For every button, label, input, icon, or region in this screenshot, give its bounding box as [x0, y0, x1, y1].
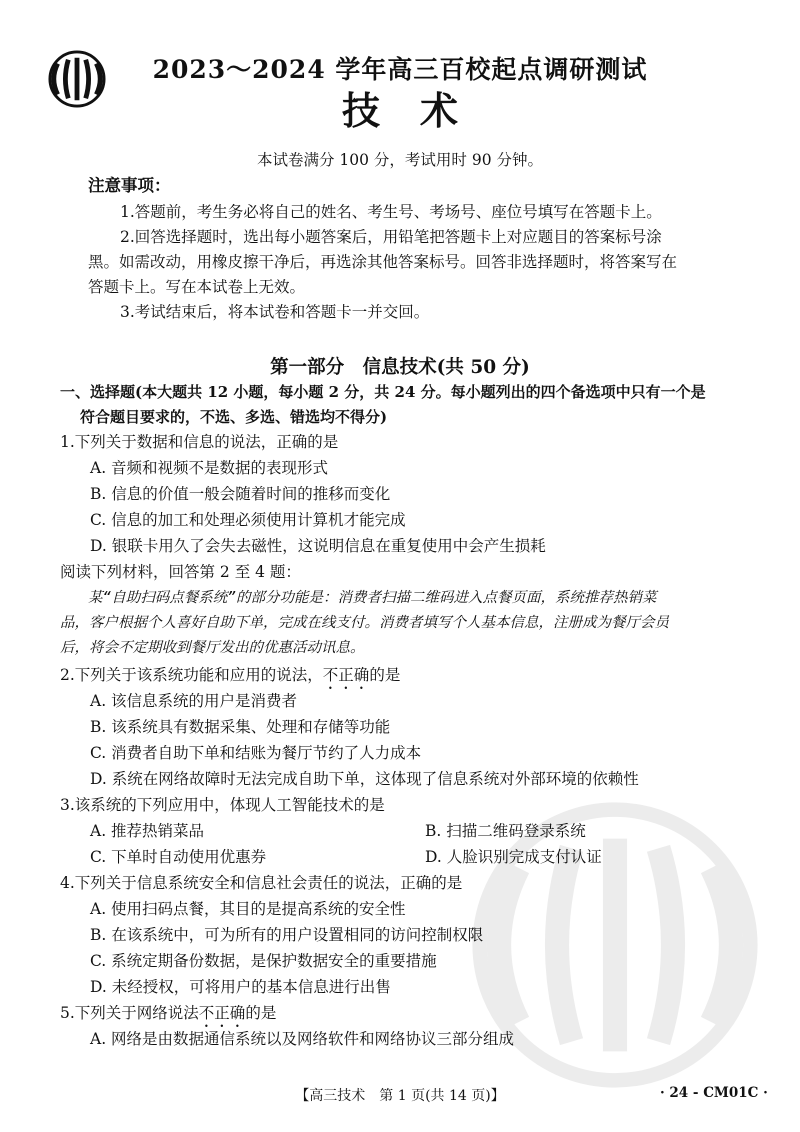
- q3-option-c: C. 下单时自动使用优惠券: [90, 848, 267, 866]
- material-line-2: 品，客户根据个人喜好自助下单，完成在线支付。消费者填写个人基本信息，注册成为餐厅会员: [60, 615, 669, 631]
- q3-option-d: D. 人脸识别完成支付认证: [425, 848, 602, 866]
- exam-info: 本试卷满分 100 分，考试用时 90 分钟。: [256, 151, 544, 169]
- q4-option-c: C. 系统定期备份数据，是保护数据安全的重要措施: [90, 952, 437, 970]
- q5-stem-emphasis: 不正确: [198, 1004, 246, 1022]
- note-line-2: 2.回答选择题时，选出每小题答案后，用铅笔把答题卡上对应题目的答案标号涂: [120, 228, 662, 246]
- q4-stem: 4.下列关于信息系统安全和信息社会责任的说法，正确的是: [60, 874, 463, 892]
- q2-stem-end: 的是: [369, 666, 401, 684]
- q1-option-c: C. 信息的加工和处理必须使用计算机才能完成: [90, 511, 406, 529]
- q3-option-a: A. 推荐热销菜品: [90, 822, 205, 840]
- paper-code: · 24 - CM01C ·: [660, 1085, 768, 1101]
- q1-option-b: B. 信息的价值一般会随着时间的推移而变化: [90, 485, 391, 503]
- q2-stem: [60, 665, 400, 693]
- section-title: 第一部分 信息技术(共 50 分): [270, 357, 530, 378]
- q2-stem-emphasis: 不正确: [322, 666, 370, 684]
- exam-title: 2023～2024 学年高三百校起点调研测试: [152, 55, 648, 84]
- note-line-5: 3.考试结束后，将本试卷和答题卡一并交回。: [120, 303, 430, 321]
- q4-option-a: A. 使用扫码点餐，其目的是提高系统的安全性: [90, 900, 406, 918]
- q5-option-a: A. 网络是由数据通信系统以及网络软件和网络协议三部分组成: [90, 1030, 515, 1048]
- q4-option-b: B. 在该系统中，可为所有的用户设置相同的访问控制权限: [90, 926, 484, 944]
- q5-stem: [60, 1003, 276, 1031]
- q1-option-a: A. 音频和视频不是数据的表现形式: [90, 459, 329, 477]
- q1-option-d: D. 银联卡用久了会失去磁性，这说明信息在重复使用中会产生损耗: [90, 537, 546, 555]
- section-instruction-1: 一、选择题(本大题共 12 小题，每小题 2 分，共 24 分。每小题列出的四个备选项中只有一个是: [60, 383, 706, 401]
- q2-stem-text: 2.下列关于该系统功能和应用的说法，: [60, 666, 323, 684]
- q2-option-d: D. 系统在网络故障时无法完成自助下单，这体现了信息系统对外部环境的依赖性: [90, 770, 639, 788]
- q4-option-d: D. 未经授权，可将用户的基本信息进行出售: [90, 978, 391, 996]
- q2-option-c: C. 消费者自助下单和结账为餐厅节约了人力成本: [90, 744, 422, 762]
- q5-stem-end: 的是: [245, 1004, 277, 1022]
- material-intro: 阅读下列材料，回答第 2 至 4 题：: [60, 563, 301, 581]
- material-line-1: 某“自助扫码点餐系统”的部分功能是：消费者扫描二维码进入点餐页面，系统推荐热销菜: [88, 590, 657, 606]
- q3-stem: 3.该系统的下列应用中，体现人工智能技术的是: [60, 796, 385, 814]
- q1-stem: 1.下列关于数据和信息的说法，正确的是: [60, 433, 339, 451]
- subject-title: 技术: [341, 88, 498, 133]
- page-footer: 【高三技术 第 1 页(共 14 页)】: [295, 1088, 505, 1104]
- q2-option-a: A. 该信息系统的用户是消费者: [90, 692, 298, 710]
- material-line-3: 后，将会不定期收到餐厅发出的优惠活动讯息。: [60, 640, 365, 656]
- q3-option-b: B. 扫描二维码登录系统: [425, 822, 586, 840]
- q2-option-b: B. 该系统具有数据采集、处理和存储等功能: [90, 718, 391, 736]
- q5-stem-text: 5.下列关于网络说法: [60, 1004, 199, 1022]
- note-line-3: 黑。如需改动，用橡皮擦干净后，再选涂其他答案标号。回答非选择题时，将答案写在: [88, 253, 678, 271]
- section-instruction-2: 符合题目要求的，不选、多选、错选均不得分): [80, 408, 388, 426]
- note-line-1: 1.答题前，考生务必将自己的姓名、考生号、考场号、座位号填写在答题卡上。: [120, 203, 662, 221]
- note-line-4: 答题卡上。写在本试卷上无效。: [88, 278, 306, 296]
- notes-heading: 注意事项：: [88, 176, 171, 195]
